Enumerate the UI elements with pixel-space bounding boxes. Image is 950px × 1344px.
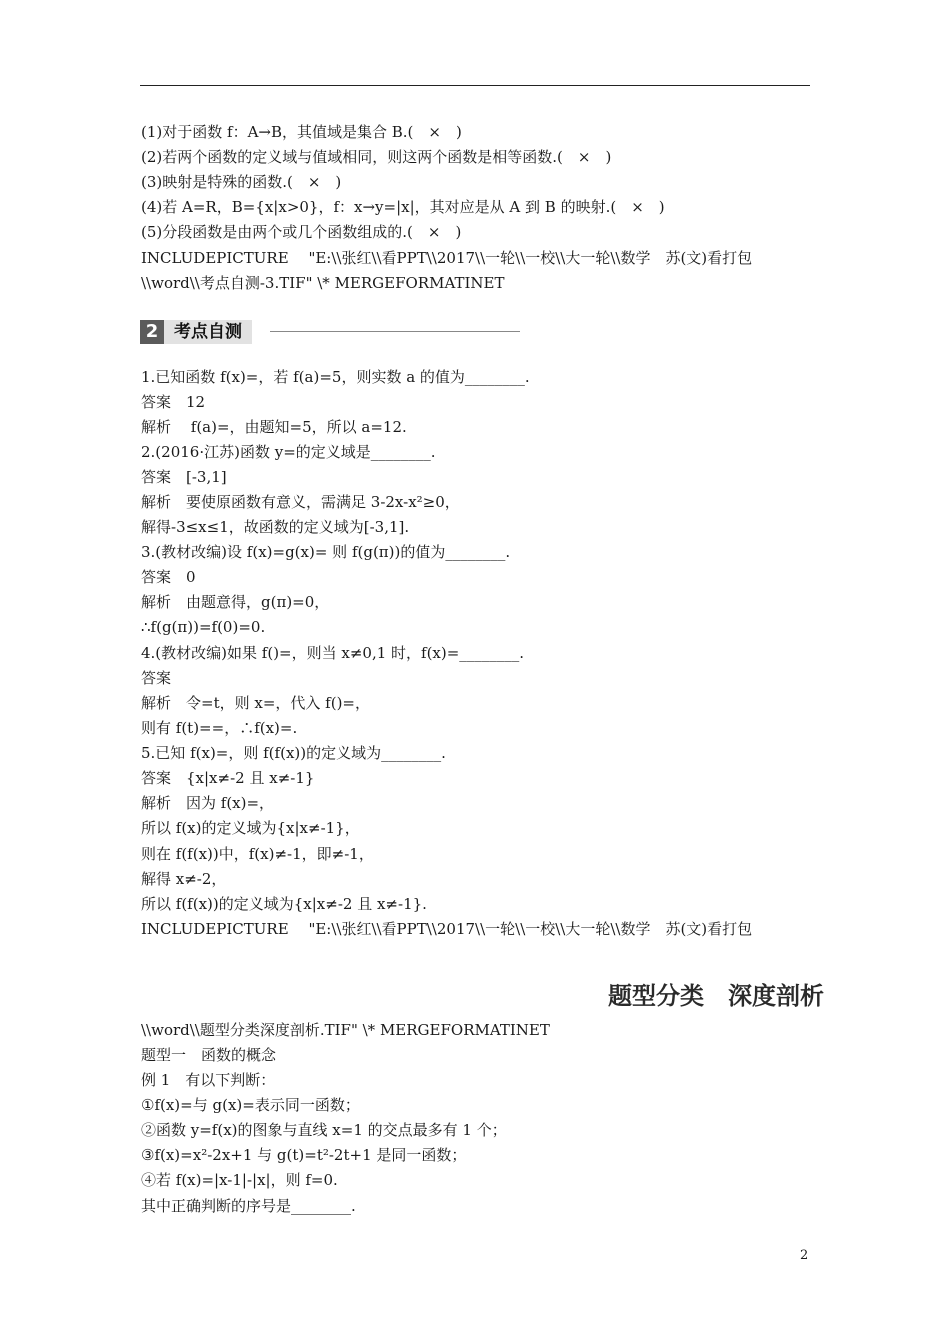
answer-4: 答案 (141, 669, 172, 687)
include-picture-line: INCLUDEPICTURE "E:\\张红\\看PPT\\2017\\一轮\\一校\\大一轮\\数学 苏(文)看打包 (141, 249, 753, 267)
include-picture-line-2: \\word\\考点自测-3.TIF" \* MERGEFORMATINET (141, 274, 505, 292)
statement-3: ③f(x)=x²-2x+1 与 g(t)=t²-2t+1 是同一函数； (141, 1146, 467, 1164)
example-1: 例 1 有以下判断： (141, 1071, 276, 1089)
answer-1: 答案 12 (141, 393, 206, 411)
analysis-3-cont: ∴f(g(π))=f(0)=0. (141, 618, 266, 636)
chapter-title: 题型分类 深度剖析 (608, 982, 824, 1010)
analysis-2: 解析 要使原函数有意义，需满足 3-2x-x²≥0， (141, 493, 460, 511)
question-4: 4.(教材改编)如果 f()=，则当 x≠0,1 时，f(x)=________. (141, 644, 525, 662)
analysis-5: 解析 因为 f(x)=， (141, 794, 275, 812)
analysis-5-cont-4: 所以 f(f(x))的定义域为{x|x≠-2 且 x≠-1}. (141, 895, 427, 913)
judgment-2: (2)若两个函数的定义域与值域相同，则这两个函数是相等函数.( × ) (141, 148, 612, 166)
statement-4: ④若 f(x)=|x-1|-|x|，则 f=0. (141, 1171, 338, 1189)
section-title: 考点自测 (164, 320, 252, 344)
statement-1: ①f(x)=与 g(x)=表示同一函数； (141, 1096, 360, 1114)
include-picture-line-3: INCLUDEPICTURE "E:\\张红\\看PPT\\2017\\一轮\\一校\\大一轮\\数学 苏(文)看打包 (141, 920, 753, 938)
question-2: 2.(2016·江苏)函数 y=的定义域是________. (141, 443, 436, 461)
question-5: 5.已知 f(x)=，则 f(f(x))的定义域为________. (141, 744, 446, 762)
section-header (140, 320, 520, 344)
question-1: 1.已知函数 f(x)=，若 f(a)=5，则实数 a 的值为________. (141, 368, 530, 386)
statement-2: ②函数 y=f(x)的图象与直线 x=1 的交点最多有 1 个； (141, 1121, 507, 1139)
analysis-5-cont-3: 解得 x≠-2， (141, 870, 227, 888)
header-rule (140, 85, 810, 86)
include-picture-line-4: \\word\\题型分类深度剖析.TIF" \* MERGEFORMATINET (141, 1021, 550, 1039)
page-number: 2 (800, 1248, 809, 1263)
answer-2: 答案 [-3,1] (141, 468, 227, 486)
analysis-4: 解析 令=t，则 x=，代入 f()=， (141, 694, 370, 712)
section-number: 2 (140, 320, 164, 344)
analysis-3: 解析 由题意得，g(π)=0， (141, 593, 330, 611)
analysis-4-cont: 则有 f(t)==，∴f(x)=. (141, 719, 298, 737)
answer-5: 答案 {x|x≠-2 且 x≠-1} (141, 769, 315, 787)
type-heading: 题型一 函数的概念 (141, 1046, 277, 1064)
answer-3: 答案 0 (141, 568, 196, 586)
judgment-4: (4)若 A=R，B={x|x>0}，f：x→y=|x|，其对应是从 A 到 B 的映射.( × ) (141, 198, 665, 216)
judgment-5: (5)分段函数是由两个或几个函数组成的.( × ) (141, 223, 462, 241)
analysis-1: 解析 f(a)=，由题知=5，所以 a=12. (141, 418, 407, 436)
judgment-1: (1)对于函数 f：A→B，其值域是集合 B.( × ) (141, 123, 462, 141)
section-rule (270, 331, 520, 332)
question-prompt: 其中正确判断的序号是________. (141, 1197, 356, 1215)
judgment-3: (3)映射是特殊的函数.( × ) (141, 173, 342, 191)
analysis-5-cont-1: 所以 f(x)的定义域为{x|x≠-1}， (141, 819, 360, 837)
question-3: 3.(教材改编)设 f(x)=g(x)= 则 f(g(π))的值为________. (141, 543, 511, 561)
analysis-2-cont: 解得-3≤x≤1，故函数的定义域为[-3,1]. (141, 518, 410, 536)
analysis-5-cont-2: 则在 f(f(x))中，f(x)≠-1，即≠-1， (141, 845, 374, 863)
